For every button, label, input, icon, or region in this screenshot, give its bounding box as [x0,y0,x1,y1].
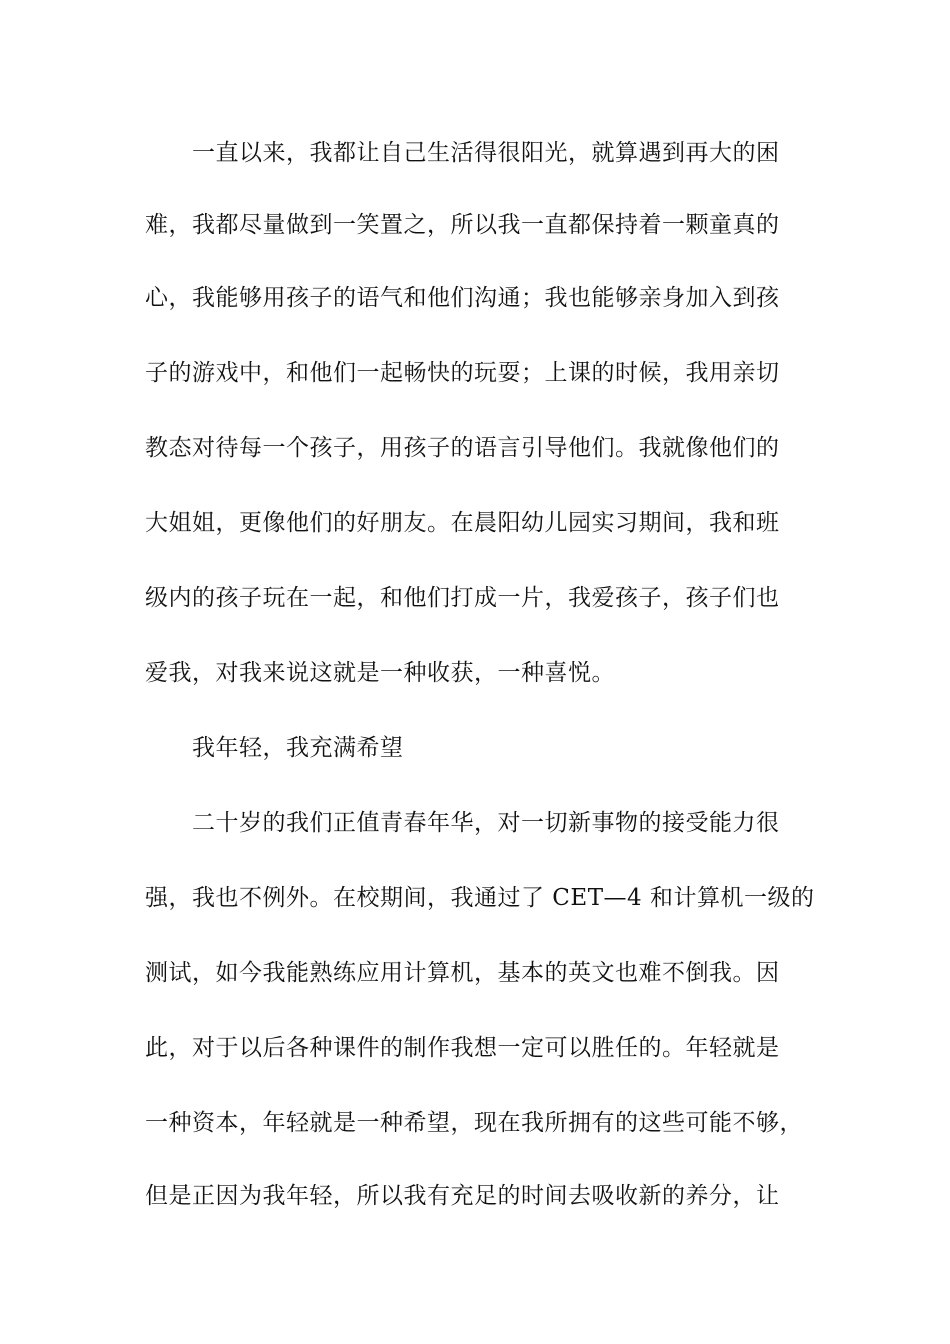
paragraph-1-line-4: 子的游戏中，和他们一起畅快的玩耍；上课的时候，我用亲切 [145,360,780,386]
paragraph-1-line-6: 大姐姐，更像他们的好朋友。在晨阳幼儿园实习期间，我和班 [145,510,780,536]
paragraph-1-line-8: 爱我，对我来说这就是一种收获，一种喜悦。 [145,660,615,686]
paragraph-1-line-5: 教态对待每一个孩子，用孩子的语言引导他们。我就像他们的 [145,435,780,461]
paragraph-2-line-2: 强，我也不例外。在校期间，我通过了 CET—4 和计算机一级的 [145,885,815,911]
paragraph-2-line-1: 二十岁的我们正值青春年华，对一切新事物的接受能力很 [192,810,780,836]
paragraph-1-line-2: 难，我都尽量做到一笑置之，所以我一直都保持着一颗童真的 [145,212,780,238]
paragraph-2-line-6: 但是正因为我年轻，所以我有充足的时间去吸收新的养分，让 [145,1183,780,1209]
paragraph-1-line-1: 一直以来，我都让自己生活得很阳光，就算遇到再大的困 [192,140,780,166]
paragraph-1-line-7: 级内的孩子玩在一起，和他们打成一片，我爱孩子，孩子们也 [145,585,780,611]
paragraph-2-line-5: 一种资本，年轻就是一种希望，现在我所拥有的这些可能不够， [145,1110,803,1136]
section-heading: 我年轻，我充满希望 [192,735,404,761]
paragraph-2-line-3: 测试，如今我能熟练应用计算机，基本的英文也难不倒我。因 [145,960,780,986]
paragraph-2-line-4: 此，对于以后各种课件的制作我想一定可以胜任的。年轻就是 [145,1035,780,1061]
paragraph-1-line-3: 心，我能够用孩子的语气和他们沟通；我也能够亲身加入到孩 [145,285,780,311]
